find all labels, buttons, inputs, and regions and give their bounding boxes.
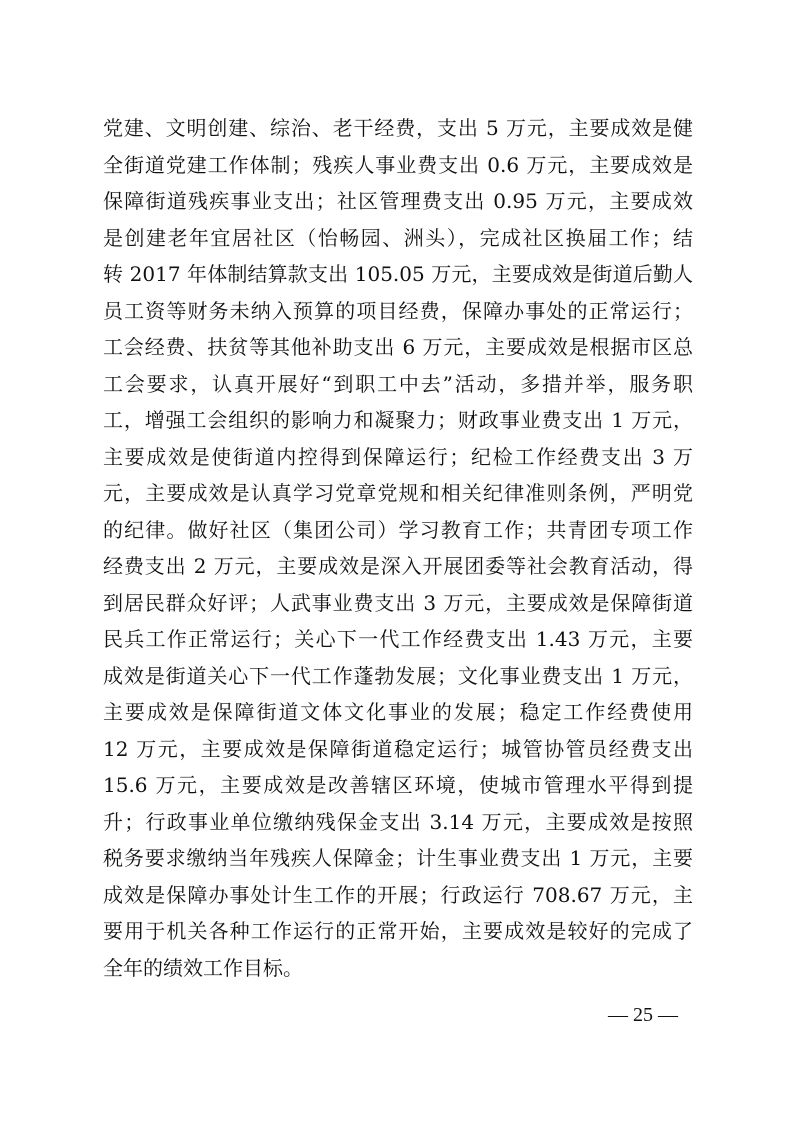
text-line: 工，增强工会组织的影响力和凝聚力；财政事业费支出 1 万元， — [103, 408, 693, 432]
text-line: 成效是保障办事处计生工作的开展；行政运行 708.67 万元，主 — [103, 882, 693, 907]
text-line: 保障街道残疾事业支出；社区管理费支出 0.95 万元，主要成效 — [103, 189, 693, 213]
text-line: 成效是街道关心下一代工作蓬勃发展；文化事业费支出 1 万元， — [103, 663, 693, 688]
text-line: 升；行政事业单位缴纳残保金支出 3.14 万元，主要成效是按照 — [103, 809, 693, 834]
text-line: 民兵工作正常运行；关心下一代工作经费支出 1.43 万元，主要 — [103, 627, 693, 651]
body-paragraph — [103, 110, 693, 986]
text-line: 元，主要成效是认真学习党章党规和相关纪律准则条例，严明党 — [103, 481, 693, 505]
text-line: 15.6 万元，主要成效是改善辖区环境，使城市管理水平得到提 — [103, 773, 693, 797]
text-line: 转 2017 年体制结算款支出 105.05 万元，主要成效是街道后勤人 — [103, 262, 693, 286]
text-line: 税务要求缴纳当年残疾人保障金；计生事业费支出 1 万元，主要 — [103, 846, 693, 870]
text-line: 12 万元，主要成效是保障街道稳定运行；城管协管员经费支出 — [103, 736, 693, 761]
text-line: 工会经费、扶贫等其他补助支出 6 万元，主要成效是根据市区总 — [103, 335, 693, 359]
text-line: 是创建老年宜居社区（怡畅园、洲头），完成社区换届工作；结 — [103, 225, 693, 250]
page-number: — 25 — — [608, 1004, 678, 1026]
text-line: 党建、文明创建、综治、老干经费，支出 5 万元，主要成效是健 — [103, 116, 693, 140]
text-line: 要用于机关各种工作运行的正常开始，主要成效是较好的完成了 — [103, 919, 693, 943]
text-line: 全年的绩效工作目标。 — [103, 955, 303, 980]
text-line: 全街道党建工作体制；残疾人事业费支出 0.6 万元，主要成效是 — [103, 152, 693, 177]
text-line: 主要成效是保障街道文体文化事业的发展；稳定工作经费使用 — [103, 700, 693, 724]
text-line: 员工资等财务未纳入预算的项目经费，保障办事处的正常运行； — [103, 298, 693, 323]
text-line: 的纪律。做好社区（集团公司）学习教育工作；共青团专项工作 — [103, 517, 693, 542]
text-line: 到居民群众好评；人武事业费支出 3 万元，主要成效是保障街道 — [103, 590, 693, 615]
text-line: 工会要求，认真开展好“到职工中去”活动，多措并举，服务职 — [103, 371, 693, 396]
text-line: 主要成效是使街道内控得到保障运行；纪检工作经费支出 3 万 — [103, 444, 693, 469]
text-line: 经费支出 2 万元，主要成效是深入开展团委等社会教育活动，得 — [103, 554, 693, 578]
